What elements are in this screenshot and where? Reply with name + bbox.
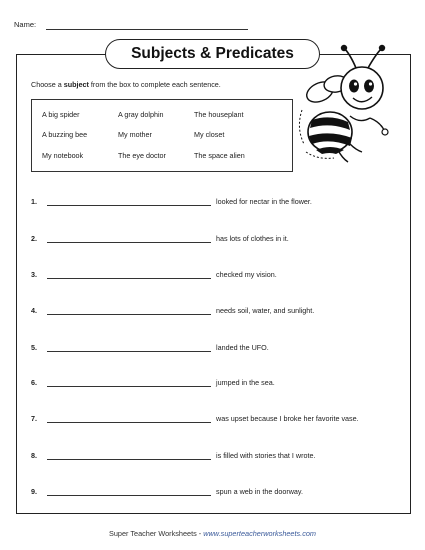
- item-number: 3.: [31, 270, 37, 279]
- predicate-text: looked for nectar in the flower.: [216, 197, 312, 206]
- name-label: Name:: [14, 20, 37, 29]
- word-option: The space alien: [194, 151, 245, 160]
- instructions-text-end: from the box to complete each sentence.: [88, 80, 221, 89]
- word-box: [31, 99, 293, 172]
- answer-blank[interactable]: [47, 459, 211, 460]
- instructions-keyword: subject: [63, 80, 89, 89]
- answer-blank[interactable]: [47, 351, 211, 352]
- predicate-text: is filled with stories that I wrote.: [216, 451, 316, 460]
- answer-blank[interactable]: [47, 386, 211, 387]
- word-option: The eye doctor: [118, 151, 166, 160]
- answer-blank[interactable]: [47, 422, 211, 423]
- word-option: My notebook: [42, 151, 84, 160]
- answer-blank[interactable]: [47, 278, 211, 279]
- item-number: 2.: [31, 234, 37, 243]
- footer-text: Super Teacher Worksheets -: [109, 529, 204, 538]
- predicate-text: jumped in the sea.: [216, 378, 275, 387]
- item-number: 1.: [31, 197, 37, 206]
- item-number: 6.: [31, 378, 37, 387]
- item-number: 9.: [31, 487, 37, 496]
- footer-link[interactable]: www.superteacherworksheets.com: [203, 529, 316, 538]
- footer: [0, 529, 425, 538]
- instructions-text-start: Choose a: [31, 80, 64, 89]
- answer-blank[interactable]: [47, 314, 211, 315]
- answer-blank[interactable]: [47, 242, 211, 243]
- predicate-text: has lots of clothes in it.: [216, 234, 289, 243]
- predicate-text: was upset because I broke her favorite vase.: [216, 414, 359, 423]
- predicate-text: landed the UFO.: [216, 343, 269, 352]
- item-number: 4.: [31, 306, 37, 315]
- answer-blank[interactable]: [47, 205, 211, 206]
- bee-illustration: [290, 40, 395, 165]
- answer-blank[interactable]: [47, 495, 211, 496]
- worksheet-title: Subjects & Predicates: [105, 39, 320, 69]
- word-option: A gray dolphin: [118, 110, 164, 119]
- word-option: The houseplant: [194, 110, 244, 119]
- predicate-text: needs soil, water, and sunlight.: [216, 306, 315, 315]
- item-number: 5.: [31, 343, 37, 352]
- word-option: My mother: [118, 130, 152, 139]
- word-option: A big spider: [42, 110, 80, 119]
- item-number: 8.: [31, 451, 37, 460]
- item-number: 7.: [31, 414, 37, 423]
- name-line[interactable]: [46, 29, 248, 30]
- predicate-text: checked my vision.: [216, 270, 277, 279]
- instructions: [31, 80, 221, 89]
- predicate-text: spun a web in the doorway.: [216, 487, 303, 496]
- word-option: A buzzing bee: [42, 130, 88, 139]
- word-option: My closet: [194, 130, 225, 139]
